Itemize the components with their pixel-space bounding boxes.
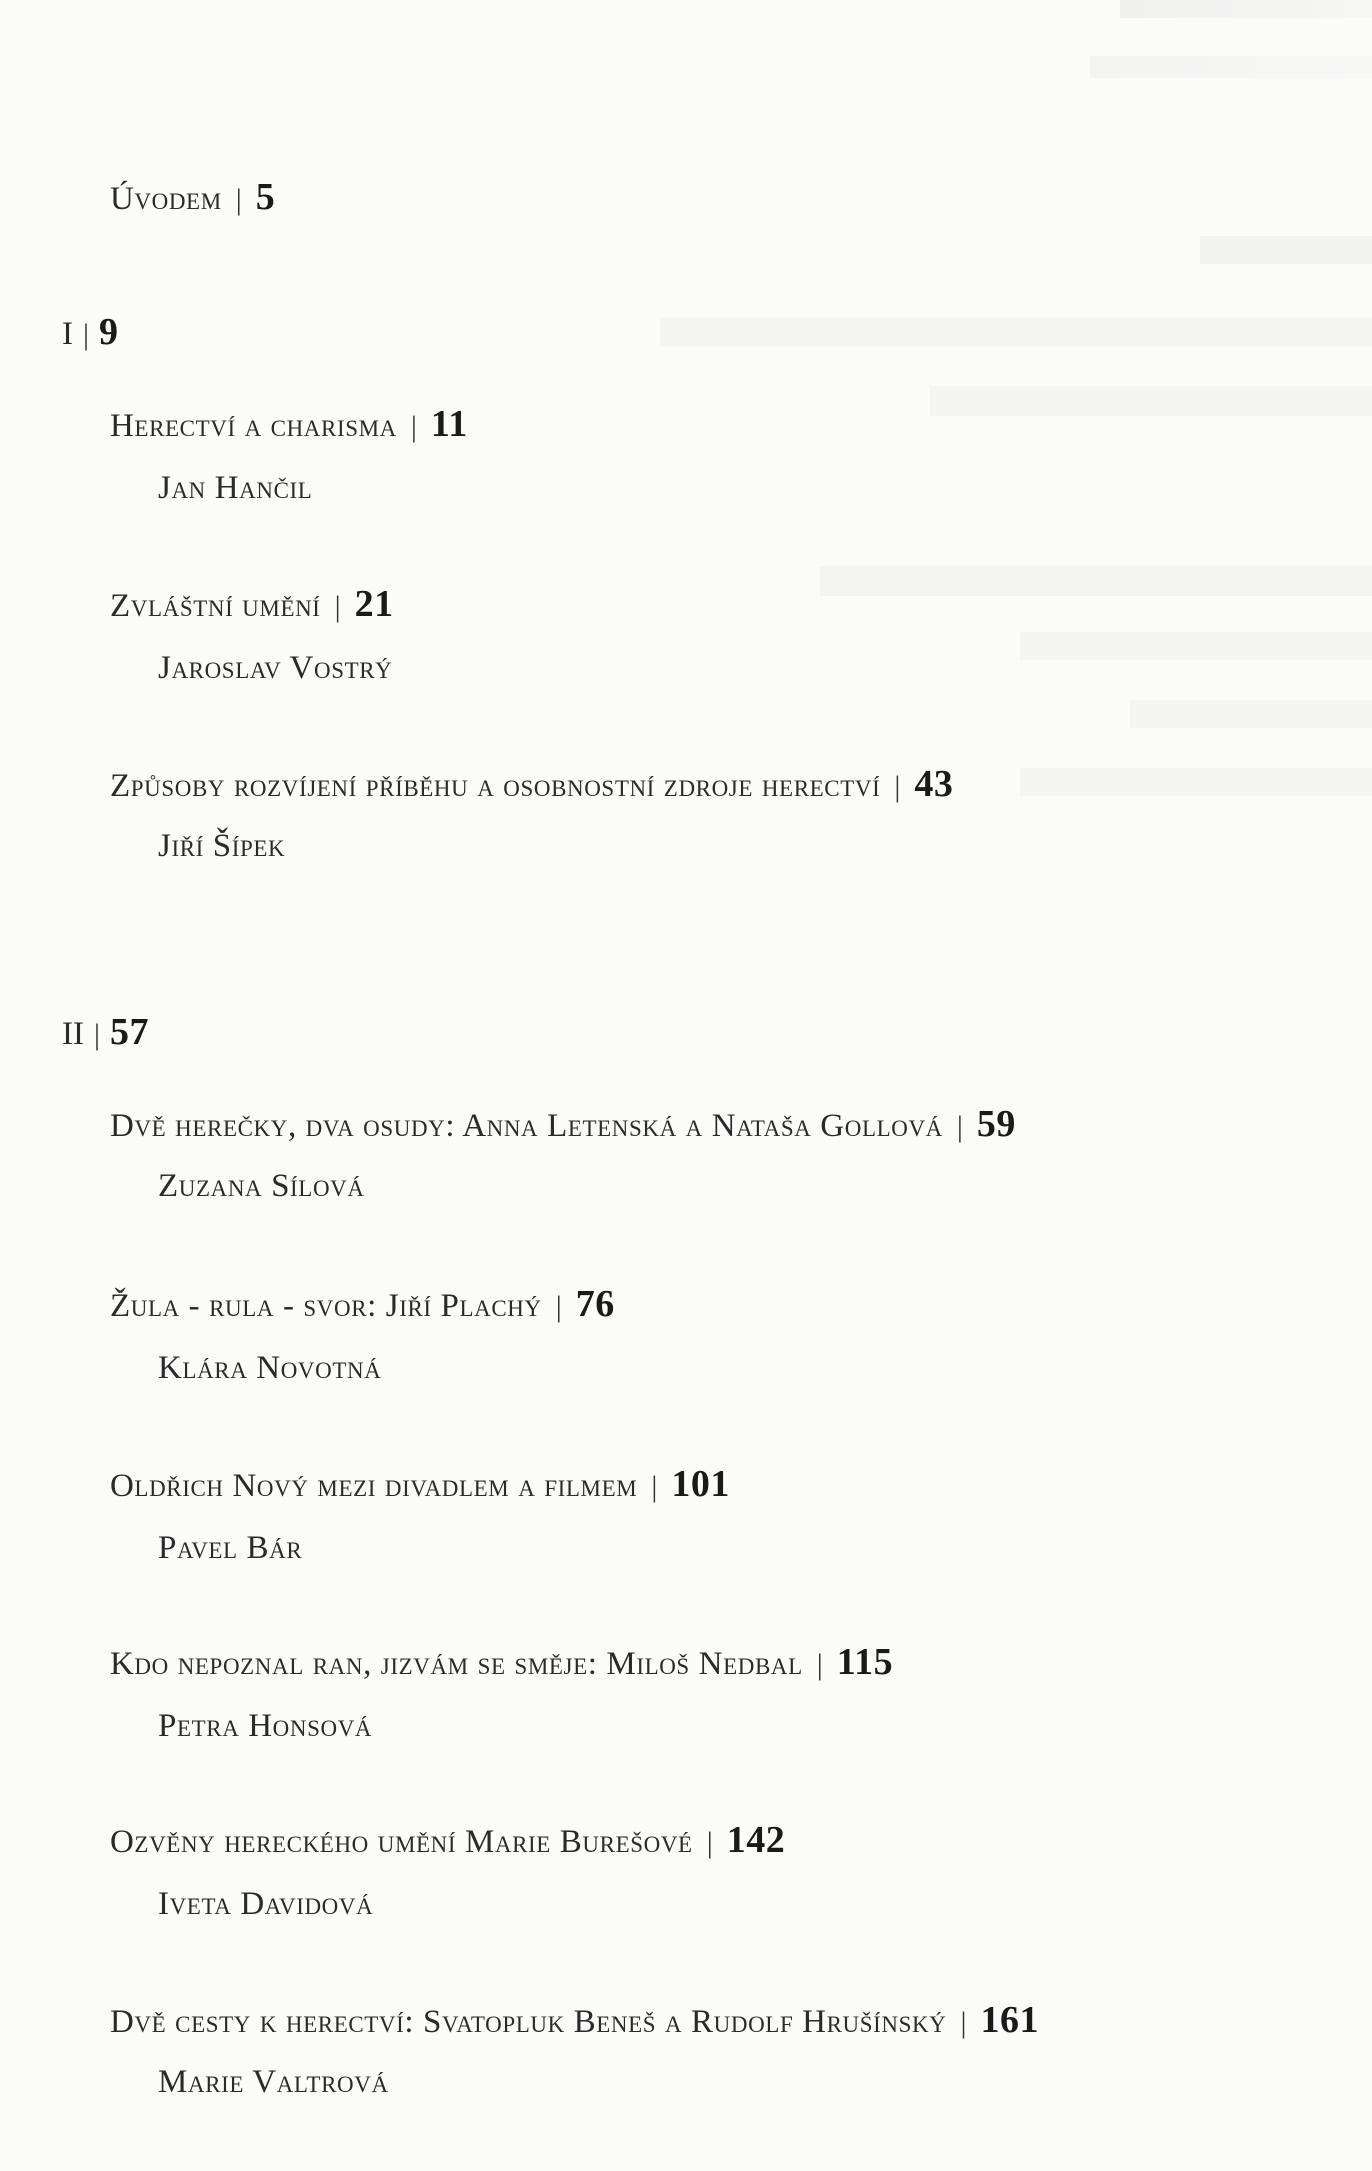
entry-page-number: 59 [976, 1103, 1016, 1145]
entry-title: Dvě cesty k herectví: Svatopluk Beneš a Rudolf Hrušínský [110, 2004, 947, 2040]
entry-author: Jan Hančil [158, 470, 313, 506]
bleed-through-6 [820, 566, 1372, 596]
separator: | [706, 1826, 713, 1859]
separator: | [555, 1290, 562, 1323]
toc-entry-title[interactable] [110, 1102, 1016, 1146]
toc-entry-title[interactable] [110, 582, 394, 626]
separator: | [956, 1110, 963, 1143]
toc-entry-title[interactable] [110, 1640, 893, 1684]
entry-author: Jiří Šípek [158, 828, 286, 864]
entry-title: Zvláštní umění [110, 588, 321, 624]
part-heading-1[interactable] [62, 310, 119, 354]
entry-page-number: 115 [836, 1641, 894, 1683]
entry-page-number: 21 [354, 583, 394, 625]
entry-title: Herectví a charisma [110, 408, 397, 444]
part-numeral: I [62, 316, 73, 352]
toc-entry-title[interactable] [110, 1282, 615, 1326]
separator: | [410, 410, 417, 443]
separator: | [334, 590, 341, 623]
entry-page-number: 101 [671, 1463, 730, 1505]
separator: | [816, 1648, 823, 1681]
part-heading-2[interactable] [62, 1010, 149, 1054]
entry-page-number: 43 [914, 763, 954, 805]
separator: | [235, 183, 242, 216]
entry-page-number: 161 [980, 1999, 1039, 2041]
entry-title: Žula - rula - svor: Jiří Plachý [110, 1288, 542, 1324]
bleed-through-8 [1130, 700, 1372, 728]
entry-author: Jaroslav Vostrý [158, 650, 393, 686]
separator: | [894, 770, 901, 803]
entry-author: Marie Valtrová [158, 2064, 389, 2100]
entry-author: Petra Honsová [158, 1708, 373, 1744]
bleed-through-3 [1200, 236, 1372, 264]
toc-entry-title[interactable] [110, 1818, 785, 1862]
entry-author: Pavel Bár [158, 1530, 303, 1566]
bleed-through-1 [1120, 0, 1372, 18]
intro-page-number: 5 [255, 176, 276, 218]
bleed-through-9 [1020, 768, 1372, 796]
toc-entry-title[interactable] [110, 762, 953, 806]
bleed-through-7 [1020, 632, 1372, 660]
bleed-through-4 [660, 318, 1372, 346]
part-numeral: II [62, 1016, 84, 1052]
entry-title: Dvě herečky, dva osudy: Anna Letenská a Nataša Gollová [110, 1108, 943, 1144]
separator: | [960, 2006, 967, 2039]
entry-title: Ozvěny hereckého umění Marie Burešové [110, 1824, 693, 1860]
part-page-number: 9 [99, 311, 119, 353]
entry-page-number: 11 [430, 403, 468, 445]
part-page-number: 57 [110, 1011, 149, 1053]
separator: | [83, 318, 90, 351]
entry-author: Klára Novotná [158, 1350, 382, 1386]
entry-title: Oldřich Nový mezi divadlem a filmem [110, 1468, 638, 1504]
separator: | [651, 1470, 658, 1503]
separator: | [93, 1018, 100, 1051]
toc-entry-title[interactable] [110, 1998, 1039, 2042]
bleed-through-2 [1090, 56, 1372, 78]
entry-title: Způsoby rozvíjení příběhu a osobnostní zdroje herectví [110, 768, 881, 804]
entry-page-number: 142 [726, 1819, 786, 1861]
bleed-through-5 [930, 386, 1372, 416]
entry-author: Iveta Davidová [158, 1886, 374, 1922]
entry-page-number: 76 [575, 1283, 615, 1325]
toc-entry-title[interactable] [110, 1462, 730, 1506]
entry-title: Kdo nepoznal ran, jizvám se směje: Miloš Nedbal [110, 1646, 803, 1682]
intro-title: Úvodem [110, 181, 222, 217]
toc-intro[interactable] [110, 175, 275, 219]
toc-entry-title[interactable] [110, 402, 468, 446]
entry-author: Zuzana Sílová [158, 1168, 365, 1204]
